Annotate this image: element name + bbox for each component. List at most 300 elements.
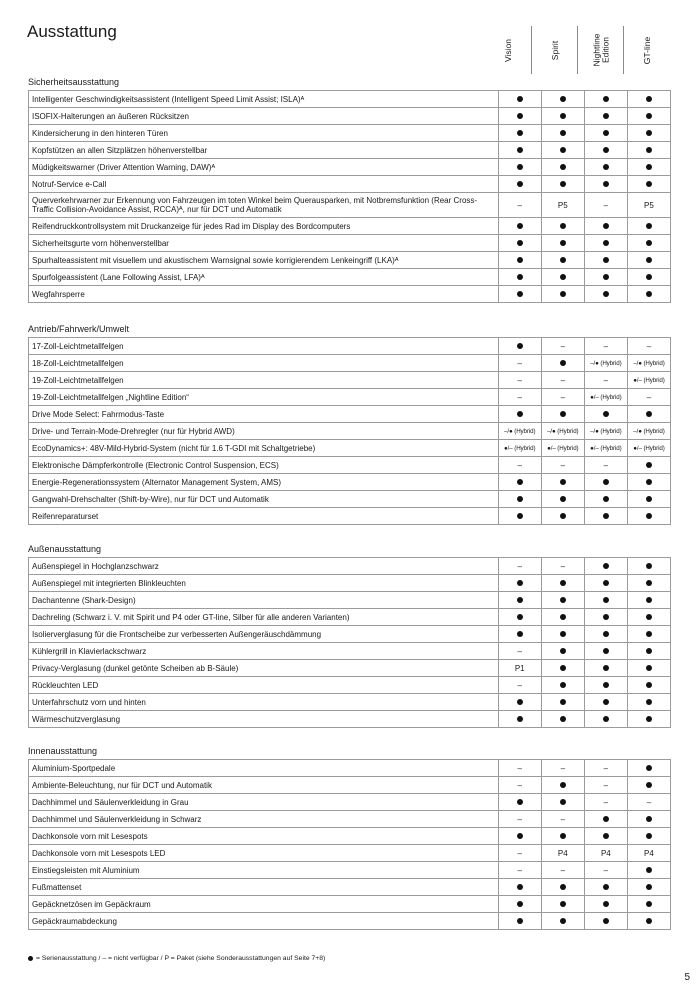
feature-value [627, 643, 670, 660]
standard-dot-icon [646, 147, 652, 153]
feature-value: – [498, 862, 541, 879]
feature-label: Energie-Regenerationssystem (Alternator Management System, AMS) [29, 474, 499, 491]
feature-value [584, 218, 627, 235]
standard-dot-icon [517, 513, 523, 519]
standard-dot-icon [646, 563, 652, 569]
feature-value [627, 558, 670, 575]
standard-dot-icon [517, 181, 523, 187]
feature-value [541, 406, 584, 423]
feature-value [541, 286, 584, 303]
table-row [29, 643, 671, 660]
standard-dot-icon [560, 257, 566, 263]
feature-value [498, 406, 541, 423]
table-row [29, 811, 671, 828]
standard-dot-icon [646, 113, 652, 119]
feature-value [627, 218, 670, 235]
feature-label: Außenspiegel mit integrierten Blinkleuchten [29, 575, 499, 592]
table-row [29, 159, 671, 176]
table-row [29, 235, 671, 252]
standard-dot-icon [560, 479, 566, 485]
feature-value [584, 575, 627, 592]
feature-value: – [627, 389, 670, 406]
section-aussenausstattung [28, 543, 671, 728]
standard-dot-icon [603, 513, 609, 519]
feature-value [498, 338, 541, 355]
table-row [29, 125, 671, 142]
standard-dot-icon [560, 240, 566, 246]
feature-value: – [541, 338, 584, 355]
feature-value [627, 159, 670, 176]
standard-dot-icon [603, 699, 609, 705]
standard-dot-icon [603, 411, 609, 417]
standard-dot-icon [517, 291, 523, 297]
feature-value [498, 235, 541, 252]
feature-value [498, 896, 541, 913]
feature-value [584, 558, 627, 575]
section-title: Antrieb/Fahrwerk/Umwelt [28, 324, 130, 334]
feature-value [541, 108, 584, 125]
feature-value: P4 [584, 845, 627, 862]
feature-value: ●/– (Hybrid) [584, 389, 627, 406]
feature-value [584, 609, 627, 626]
feature-value [627, 91, 670, 108]
feature-value [584, 592, 627, 609]
standard-dot-icon [646, 462, 652, 468]
feature-label: Notruf-Service e-Call [29, 176, 499, 193]
standard-dot-icon [560, 580, 566, 586]
section-sicherheitsausstattung [28, 76, 671, 303]
table-row [29, 777, 671, 794]
standard-dot-icon [646, 665, 652, 671]
feature-value [498, 474, 541, 491]
feature-value [541, 176, 584, 193]
feature-label: 19-Zoll-Leichtmetallfelgen „Nightline Edition“ [29, 389, 499, 406]
feature-value [584, 159, 627, 176]
feature-label: Dachhimmel und Säulenverkleidung in Schwarz [29, 811, 499, 828]
feature-value: – [541, 389, 584, 406]
standard-dot-icon [646, 867, 652, 873]
feature-value [541, 794, 584, 811]
feature-value [627, 125, 670, 142]
feature-label: Drive Mode Select: Fahrmodus-Taste [29, 406, 499, 423]
standard-dot-icon [560, 782, 566, 788]
feature-value: – [541, 558, 584, 575]
feature-value: – [584, 457, 627, 474]
feature-value [498, 252, 541, 269]
table-row [29, 711, 671, 728]
table-row [29, 694, 671, 711]
feature-value: ●/– (Hybrid) [498, 440, 541, 457]
standard-dot-icon [603, 614, 609, 620]
standard-dot-icon [560, 699, 566, 705]
standard-dot-icon [560, 513, 566, 519]
feature-value [541, 252, 584, 269]
feature-value [584, 677, 627, 694]
feature-value [541, 125, 584, 142]
standard-dot-icon [646, 257, 652, 263]
feature-value: – [541, 811, 584, 828]
standard-dot-icon [646, 918, 652, 924]
standard-dot-icon [603, 130, 609, 136]
feature-value [627, 896, 670, 913]
feature-value: – [498, 811, 541, 828]
feature-value [498, 592, 541, 609]
standard-dot-icon [28, 956, 33, 961]
feature-value: – [541, 760, 584, 777]
feature-value [627, 660, 670, 677]
feature-value [627, 491, 670, 508]
standard-dot-icon [646, 580, 652, 586]
table-row [29, 845, 671, 862]
table-row [29, 474, 671, 491]
feature-value [498, 108, 541, 125]
feature-value: – [498, 677, 541, 694]
feature-label: Müdigkeitswarner (Driver Attention Warning, DAW)ᴬ [29, 159, 499, 176]
standard-dot-icon [603, 682, 609, 688]
standard-dot-icon [517, 833, 523, 839]
feature-value [584, 913, 627, 930]
standard-dot-icon [646, 411, 652, 417]
standard-dot-icon [560, 665, 566, 671]
feature-label: Kindersicherung in den hinteren Türen [29, 125, 499, 142]
table-row [29, 193, 671, 218]
table-row [29, 372, 671, 389]
feature-label: Gepäckraumabdeckung [29, 913, 499, 930]
feature-value [584, 91, 627, 108]
feature-value [541, 711, 584, 728]
feature-value: – [498, 760, 541, 777]
feature-value: –/● (Hybrid) [627, 355, 670, 372]
standard-dot-icon [517, 257, 523, 263]
feature-value [498, 609, 541, 626]
feature-value: –/● (Hybrid) [541, 423, 584, 440]
feature-value [498, 176, 541, 193]
feature-value [627, 913, 670, 930]
feature-value: – [498, 193, 541, 218]
feature-value: ●/– (Hybrid) [584, 440, 627, 457]
standard-dot-icon [560, 113, 566, 119]
feature-value: – [498, 457, 541, 474]
standard-dot-icon [603, 901, 609, 907]
feature-label: 17-Zoll-Leichtmetallfelgen [29, 338, 499, 355]
table-row [29, 108, 671, 125]
feature-label: Gepäcknetzösen im Gepäckraum [29, 896, 499, 913]
standard-dot-icon [517, 130, 523, 136]
feature-value [541, 828, 584, 845]
standard-dot-icon [560, 716, 566, 722]
feature-value [498, 286, 541, 303]
standard-dot-icon [560, 274, 566, 280]
table-row [29, 558, 671, 575]
standard-dot-icon [603, 291, 609, 297]
feature-label: Wegfahrsperre [29, 286, 499, 303]
feature-value [627, 575, 670, 592]
standard-dot-icon [646, 699, 652, 705]
section-innenausstattung [28, 745, 671, 930]
feature-value: – [584, 193, 627, 218]
standard-dot-icon [603, 223, 609, 229]
spec-table [28, 90, 671, 303]
feature-value [627, 777, 670, 794]
feature-value: – [584, 777, 627, 794]
feature-value [627, 626, 670, 643]
feature-value [541, 508, 584, 525]
feature-value [627, 879, 670, 896]
feature-value: –/● (Hybrid) [627, 423, 670, 440]
feature-label: Unterfahrschutz vorn und hinten [29, 694, 499, 711]
feature-value [498, 218, 541, 235]
feature-value: ●/– (Hybrid) [627, 440, 670, 457]
standard-dot-icon [560, 130, 566, 136]
feature-label: Dachreling (Schwarz i. V. mit Spirit und P4 oder GT-line, Silber für alle anderen Varianten) [29, 609, 499, 626]
feature-value [627, 862, 670, 879]
feature-label: Dachkonsole vorn mit Lesespots [29, 828, 499, 845]
feature-value [584, 125, 627, 142]
feature-value [627, 828, 670, 845]
feature-value [584, 491, 627, 508]
standard-dot-icon [560, 833, 566, 839]
standard-dot-icon [603, 181, 609, 187]
column-header-vision: Vision [502, 38, 513, 62]
feature-label: Privacy-Verglasung (dunkel getönte Scheiben ab B-Säule) [29, 660, 499, 677]
standard-dot-icon [646, 291, 652, 297]
spec-table [28, 337, 671, 525]
table-row [29, 440, 671, 457]
feature-value: – [584, 760, 627, 777]
standard-dot-icon [517, 113, 523, 119]
standard-dot-icon [646, 96, 652, 102]
feature-value: P5 [627, 193, 670, 218]
feature-value: – [498, 777, 541, 794]
feature-value [627, 677, 670, 694]
feature-value: – [541, 372, 584, 389]
table-row [29, 760, 671, 777]
column-header-nightline-edition: Nightline Edition [591, 33, 611, 67]
feature-value [627, 457, 670, 474]
standard-dot-icon [603, 479, 609, 485]
standard-dot-icon [603, 496, 609, 502]
standard-dot-icon [517, 799, 523, 805]
standard-dot-icon [560, 181, 566, 187]
standard-dot-icon [560, 918, 566, 924]
standard-dot-icon [646, 631, 652, 637]
table-row [29, 794, 671, 811]
feature-value [541, 592, 584, 609]
column-divider [531, 26, 532, 74]
feature-label: Aluminium-Sportpedale [29, 760, 499, 777]
standard-dot-icon [646, 240, 652, 246]
feature-value [627, 235, 670, 252]
table-row [29, 828, 671, 845]
section-antrieb-fahrwerk-umwelt [28, 323, 671, 525]
standard-dot-icon [646, 833, 652, 839]
standard-dot-icon [646, 496, 652, 502]
feature-value [541, 660, 584, 677]
standard-dot-icon [560, 799, 566, 805]
feature-label: Kopfstützen an allen Sitzplätzen höhenverstellbar [29, 142, 499, 159]
feature-value [541, 218, 584, 235]
table-row [29, 218, 671, 235]
feature-value: – [541, 457, 584, 474]
standard-dot-icon [603, 240, 609, 246]
feature-label: Einstiegsleisten mit Aluminium [29, 862, 499, 879]
feature-value [584, 643, 627, 660]
feature-label: Intelligenter Geschwindigkeitsassistent (Intelligent Speed Limit Assist; ISLA)ᴬ [29, 91, 499, 108]
table-row [29, 338, 671, 355]
standard-dot-icon [603, 563, 609, 569]
spec-table [28, 557, 671, 728]
standard-dot-icon [560, 96, 566, 102]
feature-value [584, 286, 627, 303]
feature-value [584, 235, 627, 252]
feature-value: – [498, 845, 541, 862]
standard-dot-icon [646, 223, 652, 229]
standard-dot-icon [646, 181, 652, 187]
standard-dot-icon [603, 648, 609, 654]
feature-value: – [584, 794, 627, 811]
standard-dot-icon [603, 631, 609, 637]
feature-value [498, 828, 541, 845]
feature-value [627, 474, 670, 491]
feature-value: – [498, 643, 541, 660]
standard-dot-icon [517, 96, 523, 102]
feature-label: Fußmattenset [29, 879, 499, 896]
feature-label: Gangwahl-Drehschalter (Shift-by-Wire), nur für DCT und Automatik [29, 491, 499, 508]
table-row [29, 896, 671, 913]
feature-value [627, 508, 670, 525]
column-header-spirit: Spirit [550, 40, 561, 60]
feature-value [541, 142, 584, 159]
feature-label: EcoDynamics+: 48V-Mild-Hybrid-System (nicht für 1.6 T-GDI mit Schaltgetriebe) [29, 440, 499, 457]
standard-dot-icon [517, 597, 523, 603]
standard-dot-icon [517, 274, 523, 280]
feature-value [498, 491, 541, 508]
feature-value: – [541, 862, 584, 879]
table-row [29, 491, 671, 508]
feature-value: – [498, 355, 541, 372]
table-row [29, 626, 671, 643]
table-row [29, 252, 671, 269]
table-row [29, 389, 671, 406]
standard-dot-icon [560, 597, 566, 603]
feature-value [541, 913, 584, 930]
standard-dot-icon [560, 496, 566, 502]
table-row [29, 879, 671, 896]
section-title: Innenausstattung [28, 746, 98, 756]
feature-value: –/● (Hybrid) [584, 423, 627, 440]
feature-value: P5 [541, 193, 584, 218]
table-row [29, 286, 671, 303]
standard-dot-icon [603, 580, 609, 586]
table-row [29, 609, 671, 626]
feature-value [498, 91, 541, 108]
standard-dot-icon [560, 682, 566, 688]
standard-dot-icon [603, 597, 609, 603]
standard-dot-icon [560, 901, 566, 907]
feature-value [498, 711, 541, 728]
feature-value [584, 108, 627, 125]
table-row [29, 142, 671, 159]
standard-dot-icon [560, 884, 566, 890]
feature-value [584, 811, 627, 828]
standard-dot-icon [517, 240, 523, 246]
standard-dot-icon [517, 147, 523, 153]
feature-value [584, 252, 627, 269]
table-row [29, 508, 671, 525]
standard-dot-icon [517, 479, 523, 485]
feature-value [541, 269, 584, 286]
standard-dot-icon [517, 716, 523, 722]
feature-label: Querverkehrwarner zur Erkennung von Fahrzeugen im toten Winkel beim Querausparken, mit Notbremsfunktion (Rear Cross-Traffic Collision-Avoidance Assist, RCCA)ᴬ, nur für DCT und Automatik [29, 193, 499, 218]
feature-value [498, 794, 541, 811]
feature-value [498, 626, 541, 643]
feature-value [584, 626, 627, 643]
feature-value [498, 269, 541, 286]
feature-label: Dachhimmel und Säulenverkleidung in Grau [29, 794, 499, 811]
standard-dot-icon [560, 648, 566, 654]
standard-dot-icon [517, 164, 523, 170]
table-row [29, 575, 671, 592]
standard-dot-icon [517, 699, 523, 705]
feature-value [584, 694, 627, 711]
standard-dot-icon [646, 682, 652, 688]
table-row [29, 677, 671, 694]
feature-label: Dachantenne (Shark-Design) [29, 592, 499, 609]
standard-dot-icon [560, 360, 566, 366]
table-row [29, 355, 671, 372]
standard-dot-icon [517, 411, 523, 417]
feature-value [584, 879, 627, 896]
standard-dot-icon [646, 614, 652, 620]
feature-value [584, 828, 627, 845]
feature-value: – [498, 389, 541, 406]
feature-label: Spurfolgeassistent (Lane Following Assist, LFA)ᴬ [29, 269, 499, 286]
feature-value [627, 286, 670, 303]
standard-dot-icon [603, 833, 609, 839]
feature-value: – [498, 558, 541, 575]
feature-label: Drive- und Terrain-Mode-Drehregler (nur für Hybrid AWD) [29, 423, 499, 440]
legend-footnote [28, 955, 325, 962]
feature-value [627, 711, 670, 728]
feature-value [541, 159, 584, 176]
table-row [29, 913, 671, 930]
feature-value [584, 508, 627, 525]
feature-value: – [498, 372, 541, 389]
feature-label: ISOFIX-Halterungen an äußeren Rücksitzen [29, 108, 499, 125]
feature-value [541, 643, 584, 660]
standard-dot-icon [603, 147, 609, 153]
feature-value: –/● (Hybrid) [584, 355, 627, 372]
feature-value [627, 811, 670, 828]
feature-label: Ambiente-Beleuchtung, nur für DCT und Automatik [29, 777, 499, 794]
feature-value [627, 142, 670, 159]
feature-value [627, 406, 670, 423]
feature-value [498, 508, 541, 525]
feature-label: Spurhalteassistent mit visuellem und akustischem Warnsignal sowie korrigierendem Lenkeingriff (LKA)ᴬ [29, 252, 499, 269]
standard-dot-icon [603, 918, 609, 924]
feature-value [584, 896, 627, 913]
feature-value: – [584, 338, 627, 355]
standard-dot-icon [646, 782, 652, 788]
column-divider [623, 26, 624, 74]
feature-value [584, 176, 627, 193]
feature-label: Sicherheitsgurte vorn höhenverstellbar [29, 235, 499, 252]
feature-value: ●/– (Hybrid) [541, 440, 584, 457]
feature-label: Reifenreparaturset [29, 508, 499, 525]
table-row [29, 269, 671, 286]
standard-dot-icon [517, 343, 523, 349]
feature-value [541, 879, 584, 896]
